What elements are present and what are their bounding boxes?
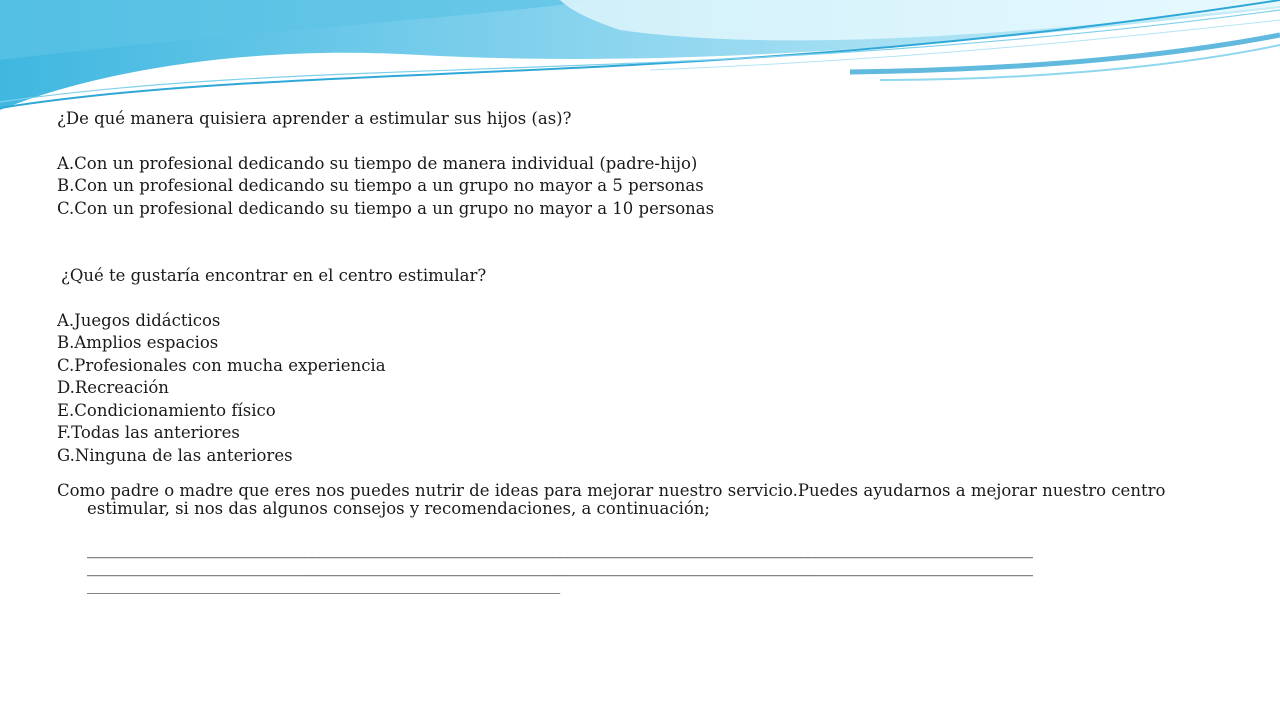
question-2-option-g: G.Ninguna de las anteriores xyxy=(57,445,293,465)
feedback-answer-lines[interactable] xyxy=(57,540,1217,594)
answer-line-3[interactable]: _____________________________________________________________ xyxy=(87,575,560,594)
question-1-options xyxy=(57,153,1217,221)
question-2-option-d: D.Recreación xyxy=(57,378,169,397)
question-1-option-b: B.Con un profesional dedicando su tiempo a un grupo no mayor a 5 personas xyxy=(57,176,704,195)
header-wave-decoration xyxy=(0,0,1280,120)
question-2-option-a: A.Juegos didácticos xyxy=(57,310,221,330)
question-2-options xyxy=(57,310,1217,468)
answer-line-1[interactable]: __________________________________________________________________________________________________________________________ xyxy=(87,540,1033,558)
question-2-option-b: B.Amplios espacios xyxy=(57,333,219,352)
question-1-option-c: C.Con un profesional dedicando su tiempo a un grupo no mayor a 10 personas xyxy=(57,198,715,218)
question-2-option-e: E.Condicionamiento físico xyxy=(57,400,276,420)
question-1: ¿De qué manera quisiera aprender a estimular sus hijos (as)? xyxy=(57,109,572,128)
question-2-option-f: F.Todas las anteriores xyxy=(57,423,240,442)
question-2-option-c: C.Profesionales con mucha experiencia xyxy=(57,355,386,375)
answer-line-2[interactable]: __________________________________________________________________________________________________________________________ xyxy=(87,557,1033,576)
feedback-prompt: Como padre o madre que eres nos puedes nutrir de ideas para mejorar nuestro servicio.Puedes ayudarnos a mejorar nuestro centro estimular, si nos das algunos consejos y recomendaciones, a continuación; xyxy=(57,481,1166,518)
question-1-option-a: A.Con un profesional dedicando su tiempo de manera individual (padre-hijo) xyxy=(57,153,698,173)
survey-content xyxy=(57,108,1217,594)
question-2: ¿Qué te gustaría encontrar en el centro estimular? xyxy=(61,266,487,285)
